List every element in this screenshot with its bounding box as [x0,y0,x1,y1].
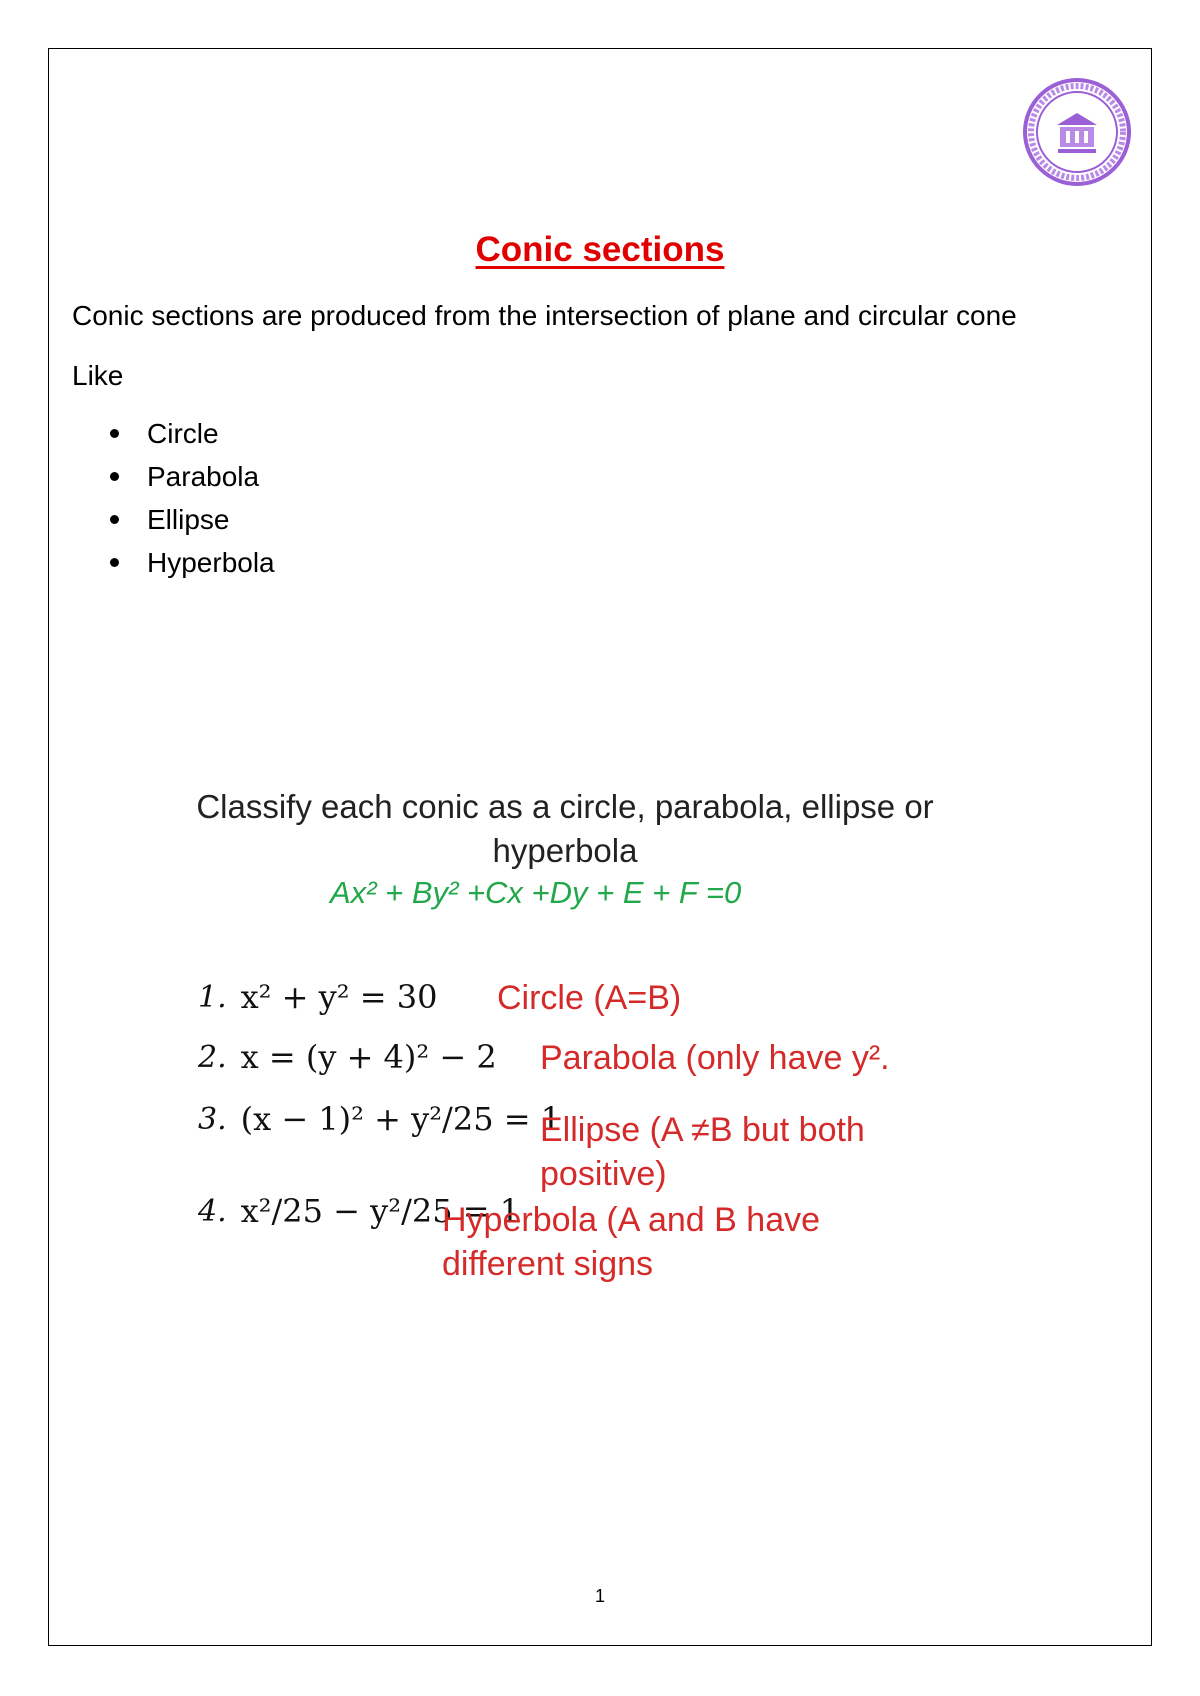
equation: (x − 1)² + y²/25 = 1 [240,1100,562,1138]
equation: x²/25 − y²/25 = 1 [240,1192,521,1230]
list-item: Circle [110,412,275,455]
item-number: 1. [198,979,227,1015]
intro-text: Conic sections are produced from the intersection of plane and circular cone [72,300,1017,331]
equation-item-2 [198,1038,497,1076]
equation: x = (y + 4)² − 2 [240,1038,497,1076]
equation: x² + y² = 30 [240,978,438,1016]
answer-text: Hyperbola (A and B have different signs [442,1201,821,1283]
item-number: 4. [198,1193,227,1229]
answer-text: Parabola (only have y². [540,1039,890,1077]
bullet-icon [110,515,119,524]
item-number: 2. [198,1039,227,1075]
list-item: Parabola [110,455,275,498]
list-item: Ellipse [110,498,275,541]
answer-text: Circle (A=B) [497,979,682,1017]
school-seal-icon [1022,77,1132,187]
list-item: Hyperbola [110,541,275,584]
answer-text: Ellipse (A ≠B but both positive) [540,1111,865,1193]
conic-list [110,412,275,584]
equation-item-1 [198,978,437,1016]
bullet-icon [110,472,119,481]
general-equation: Ax² + By² +Cx +Dy + E + F =0 [330,875,742,910]
bullet-icon [110,429,119,438]
bullet-icon [110,558,119,567]
equation-item-3 [198,1100,561,1138]
like-text: Like [72,360,124,391]
item-number: 3. [198,1101,227,1137]
figure-heading: Classify each conic as a circle, parabola, ellipse or hyperbola [196,788,934,869]
page-title: Conic sections [475,230,725,269]
page-number: 1 [594,1586,605,1606]
